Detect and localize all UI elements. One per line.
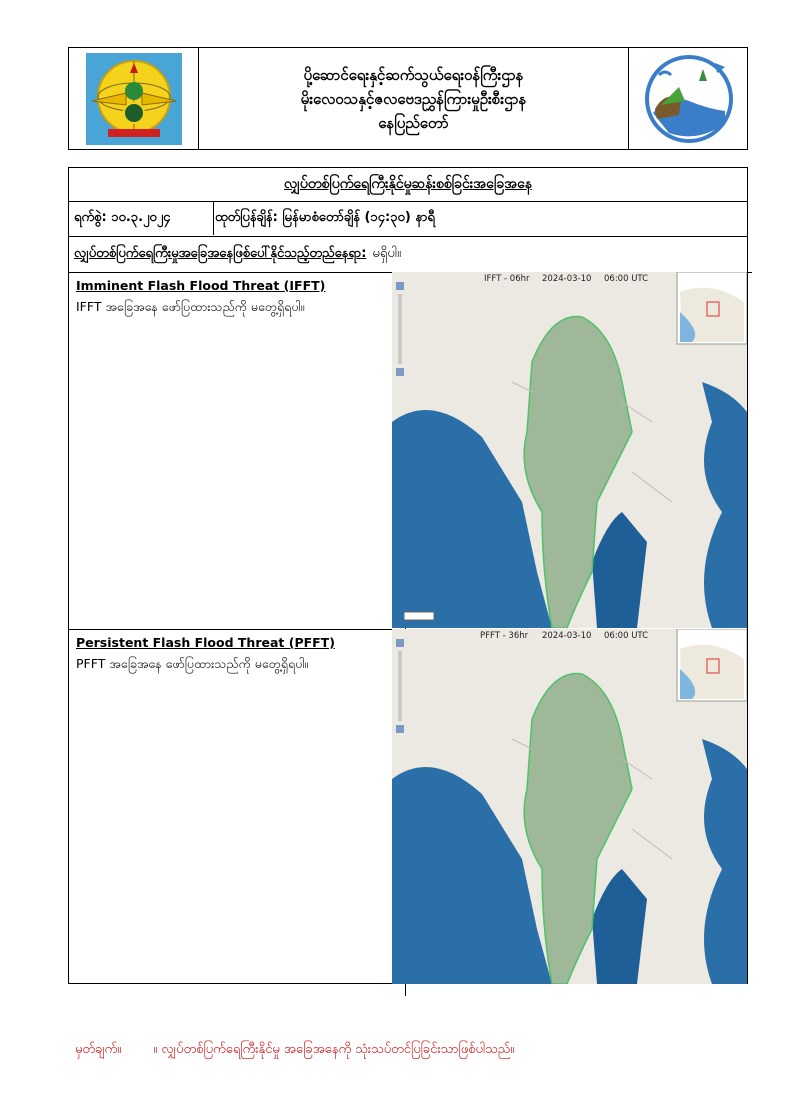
date-row xyxy=(69,201,747,237)
footnote-label: မှတ်ချက်။ xyxy=(75,1042,122,1057)
threat-area-row xyxy=(69,236,752,273)
pfft-map-date: 2024-03-10 xyxy=(542,631,592,641)
ifft-map-time: 06:00 UTC xyxy=(604,274,649,284)
report-date: ရက်စွဲ: ၁၀.၃.၂၀၂၄ xyxy=(69,201,214,235)
assessment-table xyxy=(68,167,748,984)
report-title: လျှပ်တစ်ပြက်ရေကြီးနိုင်မှုဆန်းစစ်ခြင်းအခြေအနေ xyxy=(69,168,747,202)
issue-time: ထုတ်ပြန်ချိန်: မြန်မာစံတော်ချိန် (၁၄:၃၀) နာရီ xyxy=(215,209,435,225)
pfft-section xyxy=(69,629,747,984)
ministry-logo-icon xyxy=(86,53,182,145)
ifft-description: IFFT အခြေအနေ ဖော်ပြထားသည်ကို မတွေ့ရှိရပါ။ xyxy=(76,299,305,314)
pfft-title: Persistent Flash Flood Threat (PFFT) xyxy=(76,635,335,650)
pfft-text-cell xyxy=(69,629,406,996)
pfft-map-time: 06:00 UTC xyxy=(604,631,649,641)
ifft-map-product: IFFT - 06hr xyxy=(484,274,530,284)
pfft-map[interactable] xyxy=(392,629,747,984)
ifft-section xyxy=(69,272,747,630)
pfft-description: PFFT အခြေအနေ ဖော်ပြထားသည်ကို မတွေ့ရှိရပါ။ xyxy=(76,656,309,671)
header-line-3: နေပြည်တော် xyxy=(378,113,449,132)
threat-area-value: မရှိပါ။ xyxy=(372,245,401,261)
pfft-map-image xyxy=(392,629,747,984)
letterhead xyxy=(68,47,748,150)
hydrology-logo-cell xyxy=(628,48,748,149)
ifft-text-cell xyxy=(69,272,406,640)
footnote xyxy=(75,1041,775,1060)
ifft-title: Imminent Flash Flood Threat (IFFT) xyxy=(76,278,326,293)
ministry-logo-cell xyxy=(69,48,199,149)
ifft-map-date: 2024-03-10 xyxy=(542,274,592,284)
water-cycle-logo-icon xyxy=(639,53,739,145)
ministry-name xyxy=(199,48,628,149)
threat-area-label: လျှပ်တစ်ပြက်ရေကြီးမှုအခြေအနေဖြစ်ပေါ်နိုင်သည့်တည်နေရာ: xyxy=(74,245,367,261)
header-line-1: ပို့ဆောင်ရေးနှင့်ဆက်သွယ်ရေးဝန်ကြီးဌာန xyxy=(303,65,524,84)
footnote-text: ။ လျှပ်တစ်ပြက်ရေကြီးနိုင်မှု အခြေအနေကို သုံးသပ်တင်ပြခြင်းသာဖြစ်ပါသည်။ xyxy=(153,1042,515,1057)
ifft-map-image xyxy=(392,272,747,628)
header-line-2: မိုးလေဝသနှင့်ဇလဗေဒညွှန်ကြားမှုဦးစီးဌာန xyxy=(300,89,527,108)
pfft-map-product: PFFT - 36hr xyxy=(480,631,529,641)
ifft-map[interactable] xyxy=(392,272,747,628)
